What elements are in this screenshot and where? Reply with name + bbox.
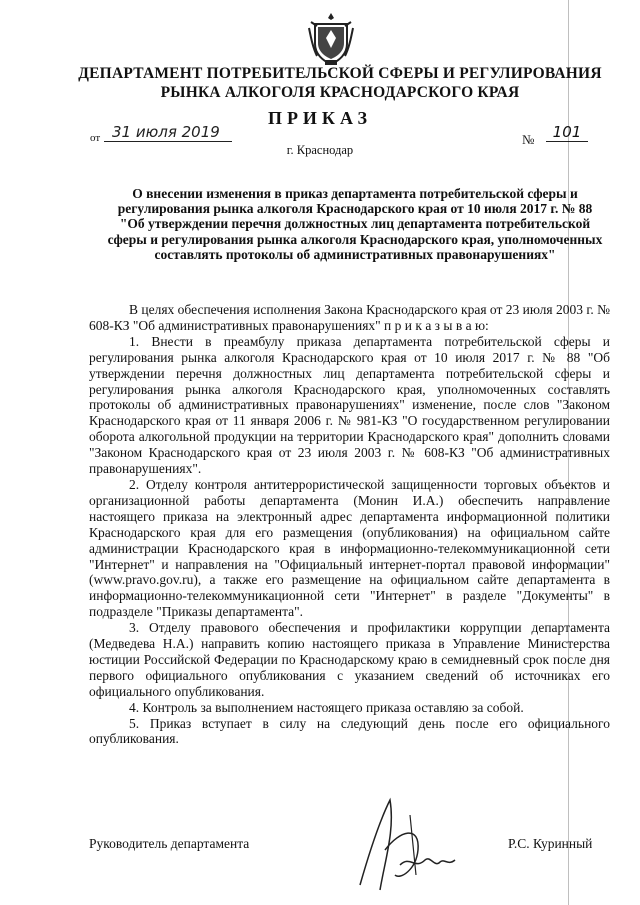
handwritten-signature-icon (340, 790, 470, 900)
order-body (89, 302, 610, 747)
scan-artifact-line (568, 0, 569, 905)
department-name: ДЕПАРТАМЕНТ ПОТРЕБИТЕЛЬСКОЙ СФЕРЫ И РЕГУЛИРОВАНИЯ РЫНКА АЛКОГОЛЯ КРАСНОДАРСКОГО КРАЯ (78, 65, 602, 101)
clause-5: 5. Приказ вступает в силу на следующий день после его официального опубликования. (89, 715, 610, 747)
signatory-position: Руководитель департамента (89, 836, 250, 851)
clause-4: 4. Контроль за выполнением настоящего приказа оставляю за собой. (129, 699, 524, 715)
order-subject: О внесении изменения в приказ департамента потребительской сферы и регулирования рынка алкоголя Краснодарского края от 10 июля 2017 г. № 88 "Об утверждении перечня должностных лиц департамента потребительской сферы и регулирования рынка алкоголя Краснодарского края, уполномоченных составлять протоколы об административных правонарушениях" (107, 186, 603, 262)
handwritten-date: 31 июля 2019 (104, 123, 232, 142)
document-type-title: ПРИКАЗ (267, 108, 373, 128)
date-prefix: от (90, 132, 101, 144)
clause-3: 3. Отделу правового обеспечения и профилактики коррупции департамента (Медведева Н.А.) направить копию настоящего приказа в Управление Министерства юстиции Российской Федерации по Краснодарскому краю в семидневный срок после дня первого официального опубликования с указанием сведений об источниках его официального опубликования. (89, 620, 610, 699)
clause-2: 2. Отделу контроля антитеррористической защищенности торговых объектов и организационной работы департамента (Монин И.А.) обеспечить направление настоящего приказа на электронный адрес департамента информационной политики Краснодарского края для его размещения (опубликования) на официальном сайте администрации Краснодарского края в информационно-телекоммуникационной сети "Интернет" и направления на "Официальный интернет-портал правовой информации" (www.pravo.gov.ru), а также его размещение на официальном сайте департамента в информационно-телекоммуникационной сети "Интернет" в разделе "Документы" в подразделе "Приказы департамента". (89, 476, 610, 620)
signatory-name: Р.С. Куринный (508, 836, 593, 851)
handwritten-number: 101 (546, 123, 588, 142)
preamble-paragraph: В целях обеспечения исполнения Закона Краснодарского края от 23 июля 2003 г. № 608-КЗ "Об административных правонарушениях" п р и к а з ы в а ю: (89, 302, 610, 333)
number-prefix: № (522, 132, 535, 147)
coat-of-arms-icon (305, 10, 357, 68)
city: г. Краснодар (286, 143, 354, 157)
clause-1: 1. Внести в преамбулу приказа департамента потребительской сферы и регулирования рынка алкоголя Краснодарского края от 10 июля 2017 г. № 88 "Об утверждении перечня должностных лиц департамента потребительской сферы и регулирования рынка алкоголя Краснодарского края, уполномоченных составлять протоколы об административных правонарушениях" изменение, после слов "Законом Краснодарского края от 11 января 2006 г. № 981-КЗ "О государственном регулировании оборота алкогольной продукции на территории Краснодарского края" дополнить словами "Законом Краснодарского края от 23 июля 2003 г. № 608-КЗ "Об административных правонарушениях". (89, 333, 610, 477)
